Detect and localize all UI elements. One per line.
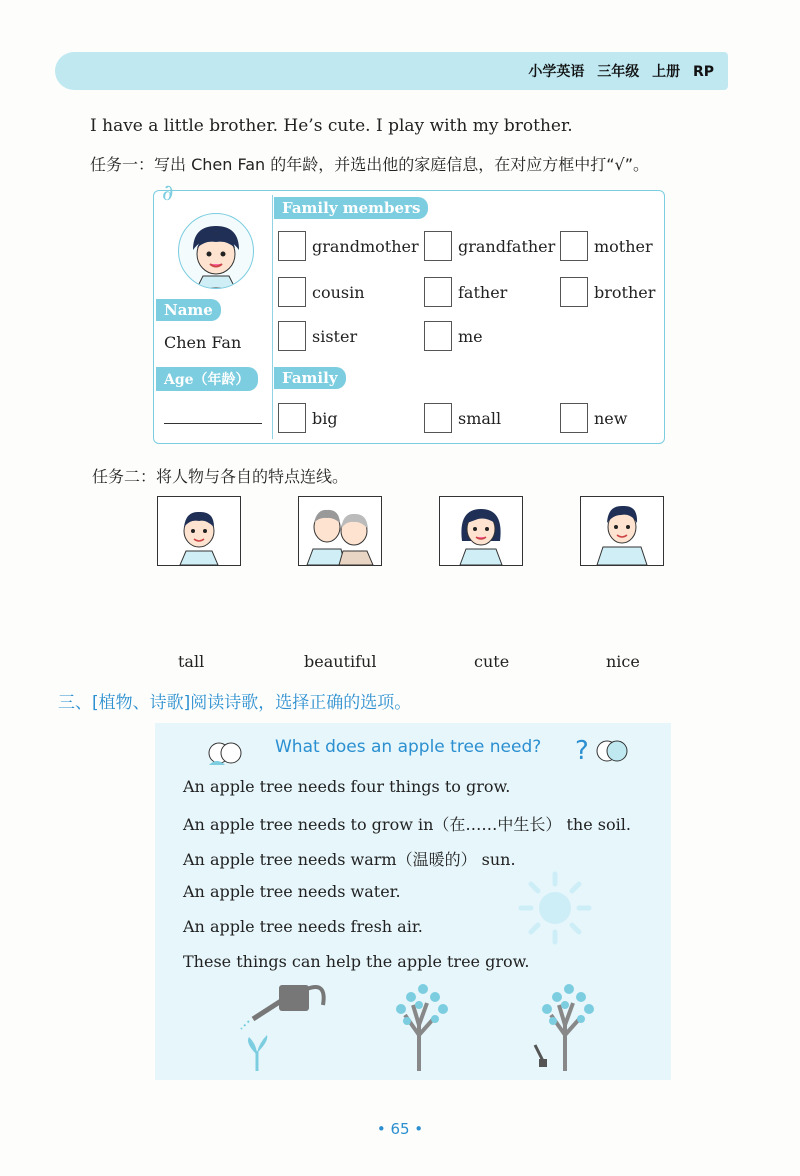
- task2-instruction: 任务二：将人物与各自的特点连线。: [92, 467, 349, 486]
- checkbox[interactable]: [424, 321, 452, 351]
- checkbox[interactable]: [424, 403, 452, 433]
- paperclip-icon: ∂: [162, 181, 174, 206]
- checkbox[interactable]: [278, 231, 306, 261]
- section3-title: 三、[植物、诗歌]阅读诗歌，选择正确的选项。: [58, 693, 412, 713]
- man-picture[interactable]: [580, 496, 664, 566]
- family-members-tag: Family members: [274, 197, 428, 219]
- poem-title: What does an apple tree need?: [275, 737, 542, 757]
- family-info-card: [153, 181, 665, 444]
- age-tag: Age（年龄）: [156, 367, 258, 391]
- card-divider: [272, 195, 273, 439]
- word-nice[interactable]: nice: [606, 652, 640, 671]
- checkbox[interactable]: [560, 403, 588, 433]
- option-brother[interactable]: brother: [560, 277, 655, 307]
- grandparents-picture[interactable]: [298, 496, 382, 566]
- option-mother[interactable]: mother: [560, 231, 653, 261]
- word-tall[interactable]: tall: [178, 652, 205, 671]
- tree-icon: [525, 975, 601, 1075]
- poem-line: An apple tree needs warm（温暖的） sun.: [183, 850, 516, 869]
- option-new[interactable]: new: [560, 403, 627, 433]
- checkbox[interactable]: [560, 277, 588, 307]
- boy-picture[interactable]: [157, 496, 241, 566]
- checkbox[interactable]: [424, 231, 452, 261]
- word-beautiful[interactable]: beautiful: [304, 652, 377, 671]
- poem-line: An apple tree needs to grow in（在……中生长） the soil.: [183, 815, 631, 834]
- tree-icon: [383, 975, 459, 1075]
- watering-can-icon: [235, 971, 335, 1075]
- poem-box: [155, 723, 671, 1080]
- checkbox[interactable]: [424, 277, 452, 307]
- option-sister[interactable]: sister: [278, 321, 357, 351]
- family-tag: Family: [274, 367, 346, 389]
- option-grandmother[interactable]: grandmother: [278, 231, 419, 261]
- page-number: • 65 •: [376, 1120, 424, 1138]
- option-cousin[interactable]: cousin: [278, 277, 365, 307]
- checkbox[interactable]: [560, 231, 588, 261]
- option-father[interactable]: father: [424, 277, 507, 307]
- apple-icon: [205, 735, 245, 773]
- option-small[interactable]: small: [424, 403, 501, 433]
- checkbox[interactable]: [278, 321, 306, 351]
- svg-text:?: ?: [575, 736, 589, 766]
- sun-icon: [515, 868, 595, 952]
- boy-avatar: [178, 213, 254, 289]
- apple-icon: [575, 731, 629, 771]
- name-tag: Name: [156, 299, 221, 321]
- word-cute[interactable]: cute: [474, 652, 510, 671]
- header-bar: [55, 52, 728, 90]
- intro-text: I have a little brother. He’s cute. I play with my brother.: [90, 116, 573, 136]
- age-blank[interactable]: [164, 423, 262, 424]
- woman-picture[interactable]: [439, 496, 523, 566]
- option-me[interactable]: me: [424, 321, 483, 351]
- poem-line: These things can help the apple tree grow.: [183, 952, 530, 971]
- checkbox[interactable]: [278, 277, 306, 307]
- task1-instruction: 任务一：写出 Chen Fan 的年龄，并选出他的家庭信息，在对应方框中打“√”。: [90, 155, 650, 174]
- option-grandfather[interactable]: grandfather: [424, 231, 555, 261]
- poem-line: An apple tree needs four things to grow.: [183, 777, 511, 796]
- name-value: Chen Fan: [164, 333, 242, 352]
- poem-line: An apple tree needs water.: [183, 882, 401, 901]
- poem-line: An apple tree needs fresh air.: [183, 917, 423, 936]
- header-text: 小学英语 三年级 上册 RP: [528, 64, 714, 80]
- option-big[interactable]: big: [278, 403, 338, 433]
- checkbox[interactable]: [278, 403, 306, 433]
